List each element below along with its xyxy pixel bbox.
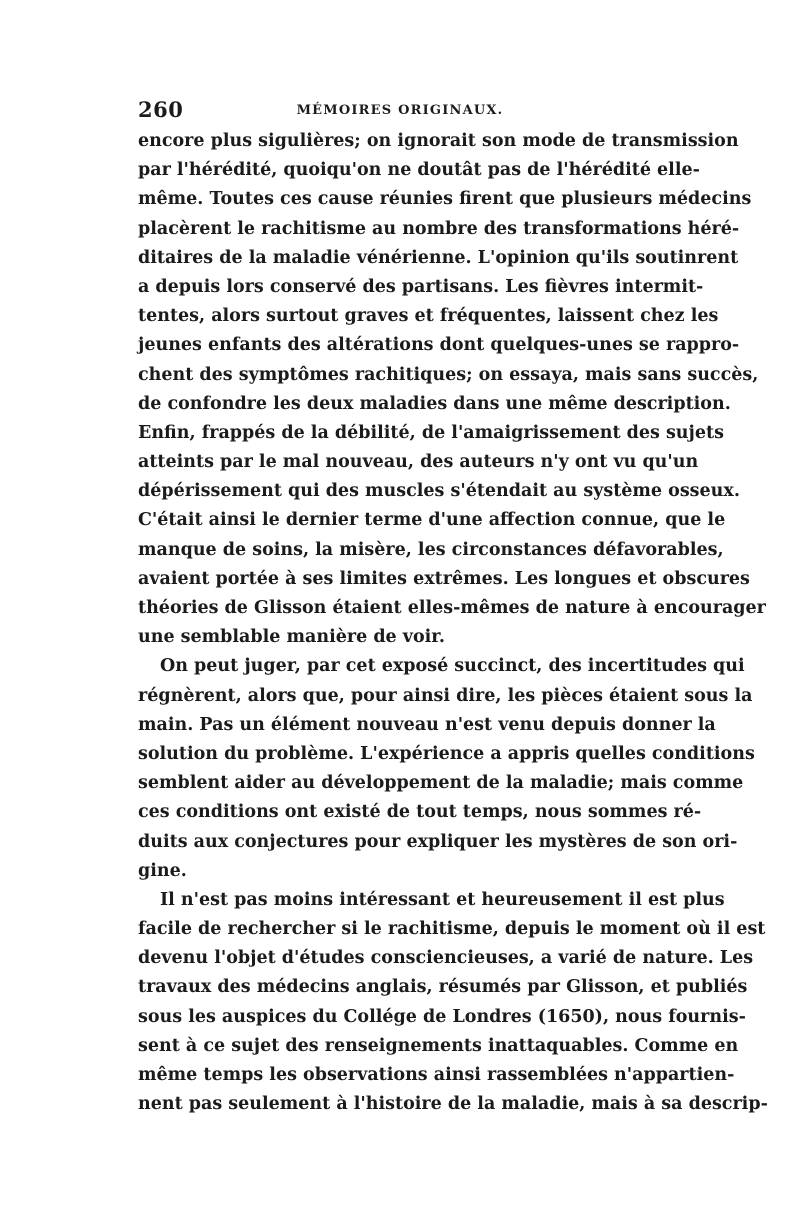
text-line: une semblable manière de voir.: [138, 627, 445, 648]
text-line: régnèrent, alors que, pour ainsi dire, les pièces étaient sous la: [138, 685, 753, 706]
text-line: Enfin, frappés de la débilité, de l'amaigrissement des sujets: [138, 422, 724, 443]
text-line: encore plus sigulières; on ignorait son mode de transmission: [138, 131, 739, 151]
text-line: On peut juger, par cet exposé succinct, des incertitudes qui: [160, 656, 745, 677]
text-line: dépérissement qui des muscles s'étendait au système osseux.: [138, 481, 740, 502]
page-number: 260: [138, 97, 184, 122]
text-line: avaient portée à ses limites extrêmes. Les longues et obscures: [138, 568, 750, 589]
text-line: duits aux conjectures pour expliquer les mystères de son ori-: [138, 831, 738, 852]
text-line: C'était ainsi le dernier terme d'une affection connue, que le: [138, 510, 726, 531]
text-line: de confondre les deux maladies dans une même description.: [138, 393, 731, 414]
text-line: semblent aider au développement de la maladie; mais comme: [138, 773, 744, 794]
body-text: [138, 127, 768, 1119]
text-line: sent à ce sujet des renseignements inattaquables. Comme en: [138, 1035, 739, 1056]
text-line: nent pas seulement à l'histoire de la maladie, mais à sa descrip-: [138, 1094, 768, 1115]
text-line: facile de rechercher si le rachitisme, depuis le moment où il est: [138, 919, 766, 940]
text-line: jeunes enfants des altérations dont quelques-unes se rappro-: [138, 335, 740, 356]
text-line: théories de Glisson étaient elles-mêmes de nature à encourager: [138, 598, 766, 618]
text-line: travaux des médecins anglais, résumés par Glisson, et publiés: [138, 977, 748, 998]
text-line: placèrent le rachitisme au nombre des transformations héré-: [138, 218, 740, 239]
text-line: atteints par le mal nouveau, des auteurs n'y ont vu qu'un: [138, 452, 699, 473]
text-line: main. Pas un élément nouveau n'est venu depuis donner la: [138, 714, 716, 735]
running-head: [138, 98, 662, 124]
text-line: ces conditions ont existé de tout temps, nous sommes ré-: [138, 802, 702, 823]
paragraph: [138, 127, 766, 652]
text-line: ditaires de la maladie vénérienne. L'opinion qu'ils soutinrent: [138, 247, 739, 268]
text-line: solution du problème. L'expérience a appris quelles conditions: [138, 743, 755, 764]
text-line: chent des symptômes rachitiques; on essaya, mais sans succès,: [138, 364, 759, 385]
text-line: même. Toutes ces cause réunies firent que plusieurs médecins: [138, 189, 752, 210]
text-line: gine.: [138, 860, 187, 881]
text-line: tentes, alors surtout graves et fréquentes, laissent chez les: [138, 306, 719, 327]
running-title: MÉMOIRES ORIGINAUX.: [296, 103, 504, 118]
text-line: Il n'est pas moins intéressant et heureusement il est plus: [160, 889, 725, 910]
text-line: a depuis lors conservé des partisans. Les fièvres intermit-: [138, 276, 704, 297]
text-line: même temps les observations ainsi rassemblées n'appartien-: [138, 1065, 735, 1085]
paragraph: [138, 652, 755, 886]
paragraph: [138, 886, 768, 1120]
text-line: sous les auspices du Collége de Londres (1650), nous fournis-: [138, 1006, 746, 1027]
text-line: par l'hérédité, quoiqu'on ne doutât pas de l'hérédité elle-: [138, 160, 700, 181]
text-line: devenu l'objet d'études consciencieuses, a varié de nature. Les: [138, 948, 754, 969]
text-line: manque de soins, la misère, les circonstances défavorables,: [138, 539, 724, 560]
